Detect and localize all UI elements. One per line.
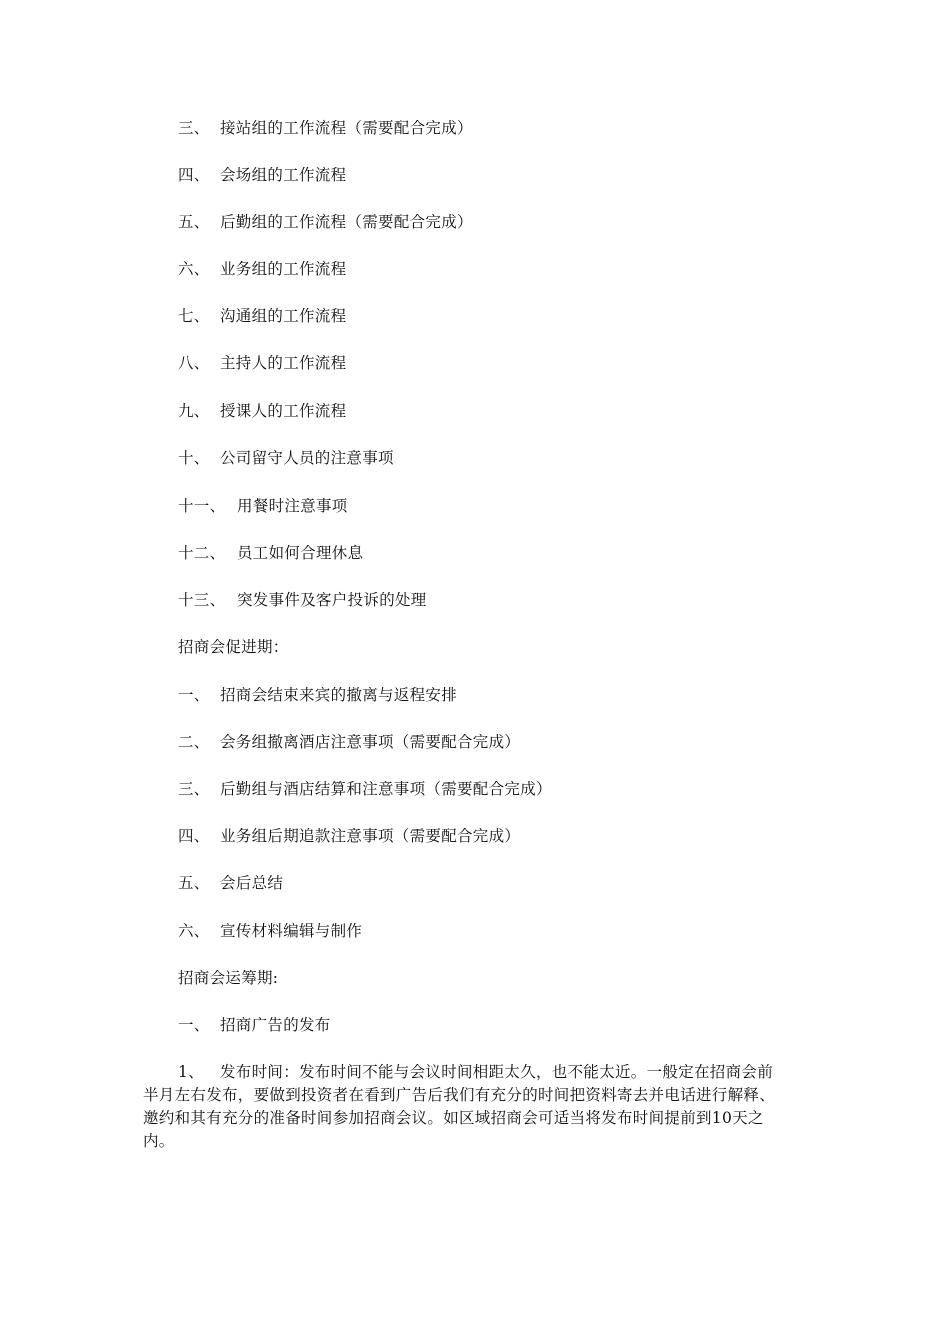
list-item (178, 779, 552, 799)
list-item (178, 118, 473, 138)
list-item (178, 496, 348, 516)
item-text: 后勤组的工作流程（需要配合完成） (220, 213, 473, 231)
paragraph-line: 半月左右发布，要做到投资者在看到广告后我们有充分的时间把资料寄去并电话进行解释、 (143, 1086, 776, 1104)
item-number: 七、 (178, 307, 210, 325)
item-number: 十二、 (178, 544, 226, 562)
paragraph-number: 1、 (178, 1063, 204, 1081)
item-number: 十一、 (178, 497, 226, 515)
list-item (178, 921, 362, 941)
item-number: 十三、 (178, 591, 226, 609)
item-text: 突发事件及客户投诉的处理 (237, 591, 427, 609)
paragraph-text: 发布时间：发布时间不能与会议时间相距太久，也不能太近。一般定在招商会前 (220, 1063, 774, 1081)
item-number: 九、 (178, 402, 210, 420)
list-item (178, 1015, 331, 1035)
item-number: 二、 (178, 733, 210, 751)
list-item (178, 165, 346, 185)
item-number: 六、 (178, 922, 210, 940)
item-text: 主持人的工作流程 (220, 354, 347, 372)
item-text: 会务组撤离酒店注意事项（需要配合完成） (220, 733, 521, 751)
item-number: 三、 (178, 119, 210, 137)
list-item (178, 353, 346, 373)
item-text: 招商会结束来宾的撤离与返程安排 (220, 686, 458, 704)
item-number: 五、 (178, 213, 210, 231)
paragraph-line: 内。 (143, 1132, 175, 1150)
item-number: 五、 (178, 874, 210, 892)
item-text: 会后总结 (220, 874, 284, 892)
item-number: 十、 (178, 449, 210, 467)
list-item (178, 826, 520, 846)
paragraph-line: 邀约和其有充分的准备时间参加招商会议。如区域招商会可适当将发布时间提前到10天之 (143, 1109, 764, 1127)
item-text: 业务组的工作流程 (220, 260, 347, 278)
item-text: 接站组的工作流程（需要配合完成） (220, 119, 473, 137)
item-number: 四、 (178, 827, 210, 845)
item-number: 三、 (178, 780, 210, 798)
item-number: 一、 (178, 686, 210, 704)
item-number: 四、 (178, 166, 210, 184)
item-number: 六、 (178, 260, 210, 278)
list-item (178, 732, 520, 752)
list-item (178, 448, 394, 468)
item-text: 会场组的工作流程 (220, 166, 347, 184)
list-item (178, 873, 283, 893)
item-text: 授课人的工作流程 (220, 402, 347, 420)
item-text: 宣传材料编辑与制作 (220, 922, 363, 940)
list-item (178, 685, 457, 705)
item-text: 用餐时注意事项 (237, 497, 348, 515)
section-heading: 招商会运筹期: (178, 969, 279, 987)
section-heading: 招商会促进期： (178, 638, 289, 656)
item-text: 招商广告的发布 (220, 1016, 331, 1034)
item-text: 公司留守人员的注意事项 (220, 449, 394, 467)
item-text: 业务组后期追款注意事项（需要配合完成） (220, 827, 521, 845)
list-item (178, 259, 346, 279)
body-paragraph (143, 1061, 813, 1153)
list-item (178, 543, 363, 563)
paragraph-line (143, 1061, 813, 1084)
list-item (178, 212, 473, 232)
list-item (178, 590, 427, 610)
item-text: 员工如何合理休息 (237, 544, 364, 562)
list-item (178, 401, 346, 421)
item-text: 后勤组与酒店结算和注意事项（需要配合完成） (220, 780, 552, 798)
list-item (178, 306, 346, 326)
item-text: 沟通组的工作流程 (220, 307, 347, 325)
item-number: 八、 (178, 354, 210, 372)
item-number: 一、 (178, 1016, 210, 1034)
